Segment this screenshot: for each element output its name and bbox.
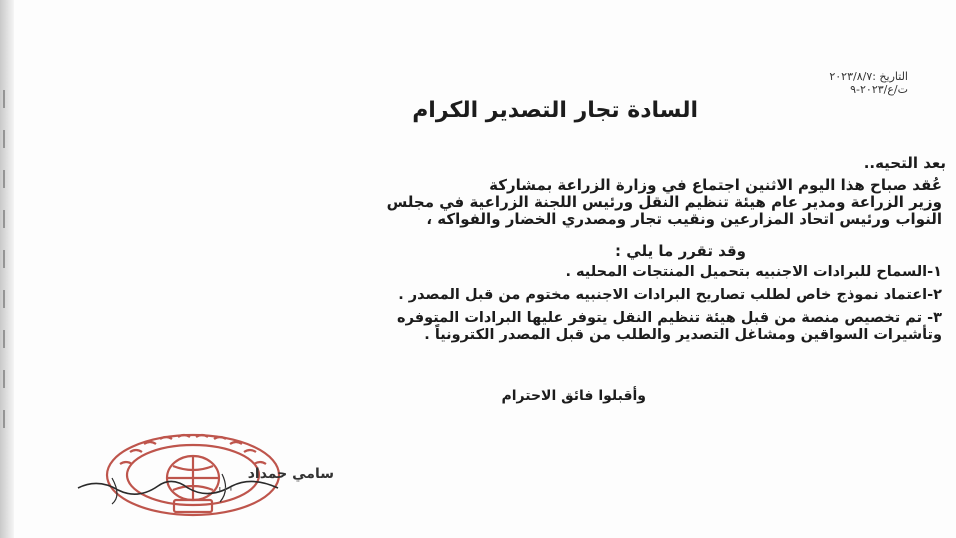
addressee-heading: السادة تجار التصدير الكرام — [412, 98, 698, 123]
decision-item — [397, 287, 942, 304]
decision-item — [397, 264, 942, 281]
greeting: بعد التحيه.. — [863, 154, 946, 172]
decision-line: ١-السماح للبرادات الاجنبيه بتحميل المنتجات المحليه . — [565, 264, 942, 280]
decision-line: وتأشيرات السواقين ومشاغل التصدير والطلب من قبل المصدر الكترونياً . — [424, 327, 942, 343]
decision-line: ٢-اعتماد نموذج خاص لطلب تصاريح البرادات الاجنبيه مختوم من قبل المصدر . — [398, 287, 942, 303]
decisions-heading: وقد تقرر ما يلي : — [615, 242, 746, 260]
scan-marks: ''' — [218, 486, 235, 501]
paragraph-line: النواب ورئيس اتحاد المزارعين ونقيب تجار ومصدري الخضار والفواكه ، — [426, 210, 942, 228]
closing-line: وأقبلوا فائق الاحترام — [501, 388, 646, 404]
date-line: التاريخ :٢٠٢٣/٨/٧ — [829, 70, 908, 83]
signatory-name: سامي حمداد — [247, 466, 334, 482]
paragraph-line: عُقد صباح هذا اليوم الاثنين اجتماع في وزارة الزراعة بمشاركة — [489, 176, 942, 194]
paragraph-line: وزير الزراعة ومدير عام هيئة تنظيم النقل ورئيس اللجنة الزراعية في مجلس — [386, 193, 942, 211]
date-block — [829, 70, 908, 96]
decision-item — [397, 310, 942, 344]
intro-paragraph — [387, 177, 942, 228]
decisions-list — [397, 264, 942, 350]
decision-line: ٣- تم تخصيص منصة من قبل هيئة تنظيم النقل يتوفر عليها البرادات المتوفره — [397, 310, 942, 326]
reference-number: ت/ع/٢٠٢٣-٩ — [850, 83, 908, 96]
